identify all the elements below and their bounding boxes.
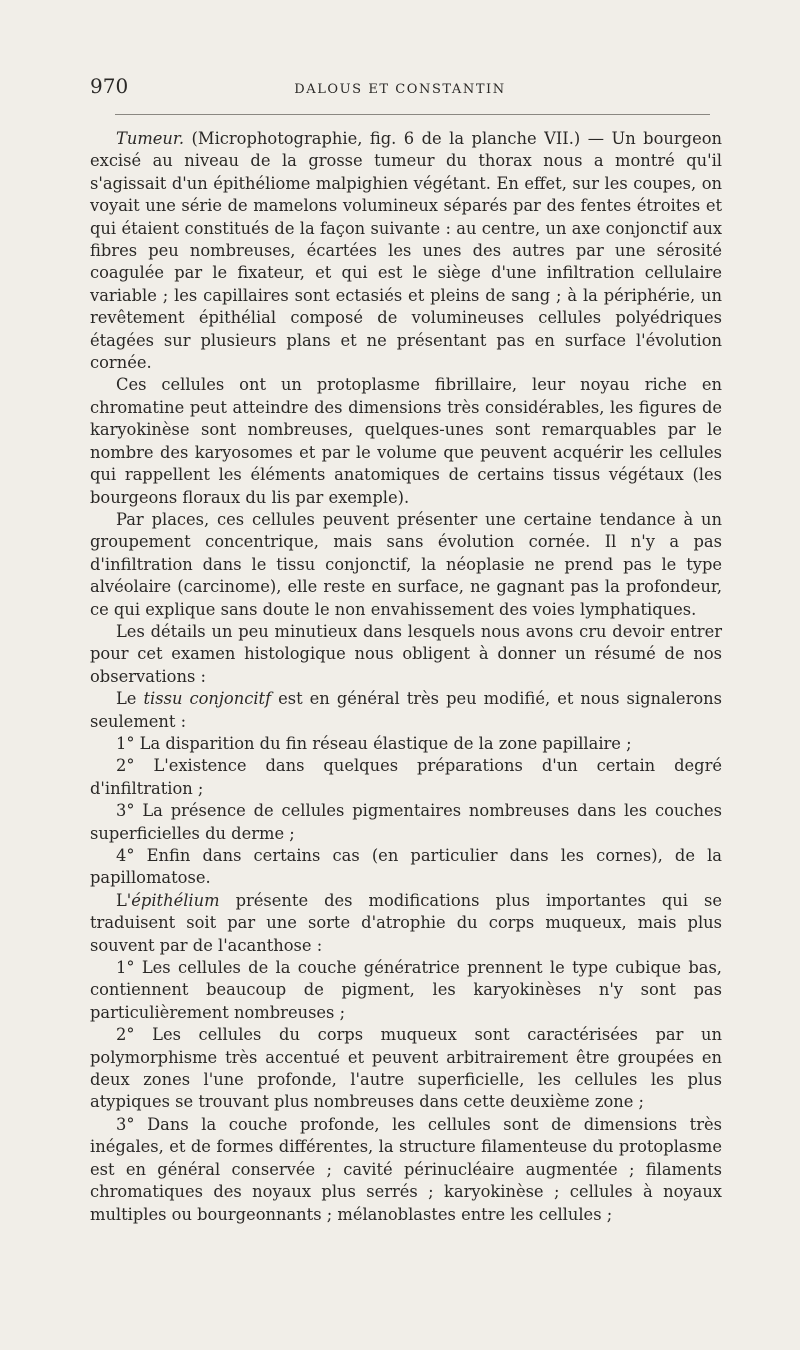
paragraph: Les détails un peu minutieux dans lesquels nous avons cru devoir entrer pour cet examen histologique nous obligent à donner un résumé de nos observations : [90, 621, 722, 686]
paragraph-epithelium: L'épithélium présente des modifications plus importantes qui se traduisent soit par une sorte d'atrophie du corps muqueux, mais plus souvent par de l'acanthose : [90, 890, 722, 955]
header-rule [115, 114, 710, 115]
paragraph-tumeur: Tumeur. (Microphotographie, fig. 6 de la planche VII.) — Un bourgeon excisé au niveau de la grosse tumeur du thorax nous a montré qu'il s'agissait d'un épithéliome malpighien végétant. En effet, sur les coupes, on voyait une série de mamelons volumineux séparés par des fentes étroites et qui étaient constitués de la façon suivante : au centre, un axe conjonctif aux fibres peu nombreuses, écartées les unes des autres par une sérosité coagulée par le fixateur, et qui est le siège d'une infiltration cellulaire variable ; les capillaires sont ectasiés et pleins de sang ; à la périphérie, un revêtement épithélial composé de volumineuses cellules polyédriques étagées sur plusieurs plans et ne présentant pas en surface l'évolution cornée. [90, 129, 722, 373]
list-item: 3° Dans la couche profonde, les cellules sont de dimensions très inégales, et de formes différentes, la structure filamenteuse du protoplasme est en général conservée ; cavité périnucléaire augmentée ; filaments chromatiques des noyaux plus serrés ; karyokinèse ; cellules à noyaux multiples ou bourgeonnants ; mélanoblastes entre les cellules ; [90, 1114, 722, 1224]
list-item: 1° Les cellules de la couche génératrice prennent le type cubique bas, contiennent beaucoup de pigment, les karyokinèses n'y sont pas particulièrement nombreuses ; [90, 958, 722, 1022]
body-text [90, 128, 722, 1226]
paragraph: Ces cellules ont un protoplasme fibrillaire, leur noyau riche en chromatine peut atteindre des dimensions très considérables, les figures de karyokinèse sont nombreuses, quelques-unes sont remarquables par le nombre des karyosomes et par le volume que peuvent acquérir les cellules qui rappellent les éléments anatomiques de certains tissus végétaux (les bourgeons floraux du lis par exemple). [90, 375, 722, 507]
running-title: DALOUS ET CONSTANTIN [294, 82, 506, 97]
paragraph: Par places, ces cellules peuvent présenter une certaine tendance à un groupement concentrique, mais sans évolution cornée. Il n'y a pas d'infiltration dans le tissu conjonctif, la néoplasie ne prend pas le type alvéolaire (carcinome), elle reste en surface, ne gagnant pas la profondeur, ce qui explique sans doute le non envahissement des voies lymphatiques. [90, 509, 722, 619]
emphasis: tissu conjoncitf [143, 689, 272, 709]
list-item: 3° La présence de cellules pigmentaires nombreuses dans les couches superficielles du derme ; [90, 801, 722, 843]
page-header [90, 74, 710, 104]
paragraph-tissu: Le tissu conjoncitf est en général très peu modifié, et nous signalerons seulement : [90, 689, 722, 731]
list-item: 1° La disparition du fin réseau élastique de la zone papillaire ; [116, 733, 632, 753]
paragraph-lead: Tumeur. [116, 129, 185, 148]
page-number: 970 [90, 74, 129, 98]
list-item: 2° Les cellules du corps muqueux sont caractérisées par un polymorphisme très accentué et peuvent arbitrairement être groupées en deux zones l'une profonde, l'autre superficielle, les cellules les plus atypiques se trouvant plus nombreuses dans cette deuxième zone ; [90, 1025, 722, 1112]
list-item: 4° Enfin dans certains cas (en particulier dans les cornes), de la papillomatose. [90, 846, 722, 888]
list-item: 2° L'existence dans quelques préparations d'un certain degré d'infiltration ; [90, 756, 722, 798]
emphasis: épithélium [131, 890, 220, 910]
